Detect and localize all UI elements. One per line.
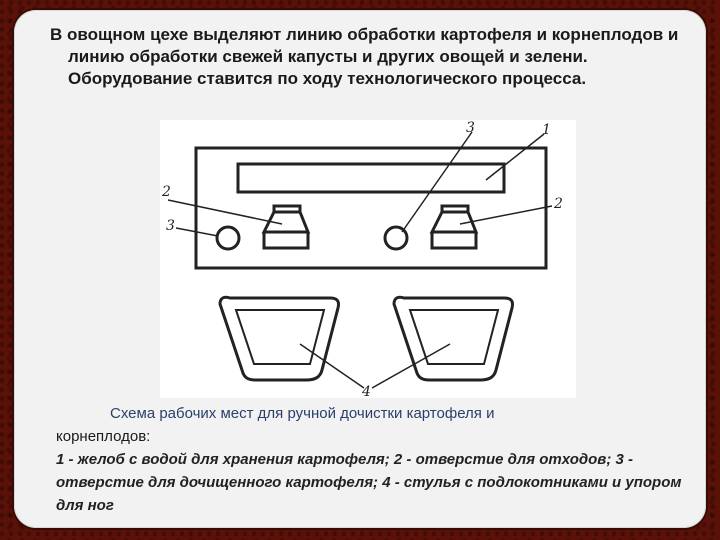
slide-heading: В овощном цехе выделяют линию обработки картофеля и корнеплодов и линию обработки свежей капусты и других овощей и зелени. Оборудование ставится по ходу технологического процесса. [50,25,679,88]
slide [14,10,706,528]
label-1: 1 [542,122,551,138]
label-3-top: 3 [466,120,475,136]
leader-2-right [460,206,552,224]
workstation-diagram [160,120,576,398]
leader-2-left [168,200,282,224]
caption-legend: 1 - желоб с водой для хранения картофеля; 2 - отверстие для отходов; 3 - отверстие для дочищенного картофеля; 4 - стулья с подлокотниками и упором для ног [56,451,682,514]
label-4: 4 [362,384,371,398]
waste-opening-left-base [264,232,308,248]
water-trough [238,164,504,192]
chair-left-seat [236,310,324,364]
label-3-left: 3 [166,218,175,234]
waste-opening-right-base [432,232,476,248]
caption-title: Схема рабочих мест для ручной дочистки картофеля и [110,405,495,422]
leader-1 [486,134,544,180]
diagram-svg [160,120,576,398]
clean-potato-hole-left [217,227,239,249]
leader-4-left [300,344,364,388]
label-2-right: 2 [554,196,563,212]
work-table [196,148,546,268]
figure-caption [56,402,696,517]
chair-right-seat [410,310,498,364]
caption-title-continued: корнеплодов: [56,428,151,445]
label-2-left: 2 [162,184,171,200]
